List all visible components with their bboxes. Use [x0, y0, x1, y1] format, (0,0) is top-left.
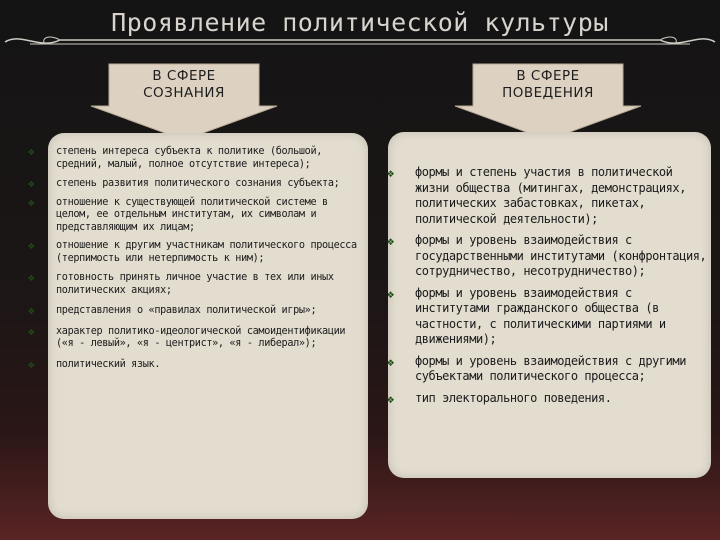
title-ornament: [0, 30, 720, 52]
list-item: ❖ характер политико-идеологической самоидентификации («я - левый», «я - центрист», «я - либерал»);: [28, 324, 346, 349]
diamond-bullet-icon: ❖: [387, 354, 394, 369]
list-item: ❖ формы и уровень взаимодействия с государственными институтами (конфронтация, сотрудничество, несотрудничество);: [387, 233, 707, 278]
arrow-behavior: [453, 60, 643, 142]
arrow-consciousness: [89, 60, 279, 142]
diamond-bullet-icon: ❖: [387, 234, 394, 248]
list-item: ❖ тип электорального поведения.: [387, 390, 612, 406]
heading-consciousness: В СФЕРЕ СОЗНАНИЯ: [143, 68, 225, 101]
list-item: ❖ формы и уровень взаимодействия с другими субъектами политического процесса;: [387, 353, 686, 383]
diamond-bullet-icon: ❖: [387, 166, 394, 180]
diamond-bullet-icon: ❖: [28, 271, 35, 284]
list-behavior: [387, 165, 712, 406]
diamond-bullet-icon: ❖: [387, 286, 394, 301]
list-item: ❖ политический язык.: [28, 357, 161, 371]
diamond-bullet-icon: ❖: [28, 195, 35, 209]
diamond-bullet-icon: ❖: [387, 391, 394, 406]
list-item: ❖ представления о «правилах политической игры»;: [28, 304, 317, 317]
list-item: ❖ формы и степень участия в политической жизни общества (митингах, демонстрациях, политических забастовках, пикетах, политической деятельности);: [387, 165, 686, 226]
diamond-bullet-icon: ❖: [28, 177, 35, 190]
list-item: ❖ отношение к другим участникам политического процесса (терпимость или нетерпимость к ним);: [28, 239, 357, 264]
list-item: ❖ степень развития политического сознания субъекта;: [28, 177, 340, 190]
list-item: ❖ отношение к существующей политической системе в целом, ее отдельным институтам, их символам и представляющим их лицам;: [28, 195, 328, 233]
page-title: Проявление политической культуры: [111, 8, 609, 37]
heading-behavior: В СФЕРЕ ПОВЕДЕНИЯ: [502, 68, 594, 101]
diamond-bullet-icon: ❖: [28, 145, 35, 158]
list-item: ❖ формы и уровень взаимодействия с институтами гражданского общества (в частности, с политическими партиями и движениями);: [387, 285, 666, 346]
diamond-bullet-icon: ❖: [28, 357, 35, 371]
diamond-bullet-icon: ❖: [28, 304, 35, 317]
diamond-bullet-icon: ❖: [28, 324, 35, 338]
diamond-bullet-icon: ❖: [28, 239, 35, 252]
list-consciousness: [10, 146, 366, 371]
list-item: ❖ готовность принять личное участие в тех или иных политических акциях;: [28, 271, 334, 296]
list-item: ❖ степень интереса субъекта к политике (большой, средний, малый, полное отсутствие интереса);: [28, 145, 323, 170]
